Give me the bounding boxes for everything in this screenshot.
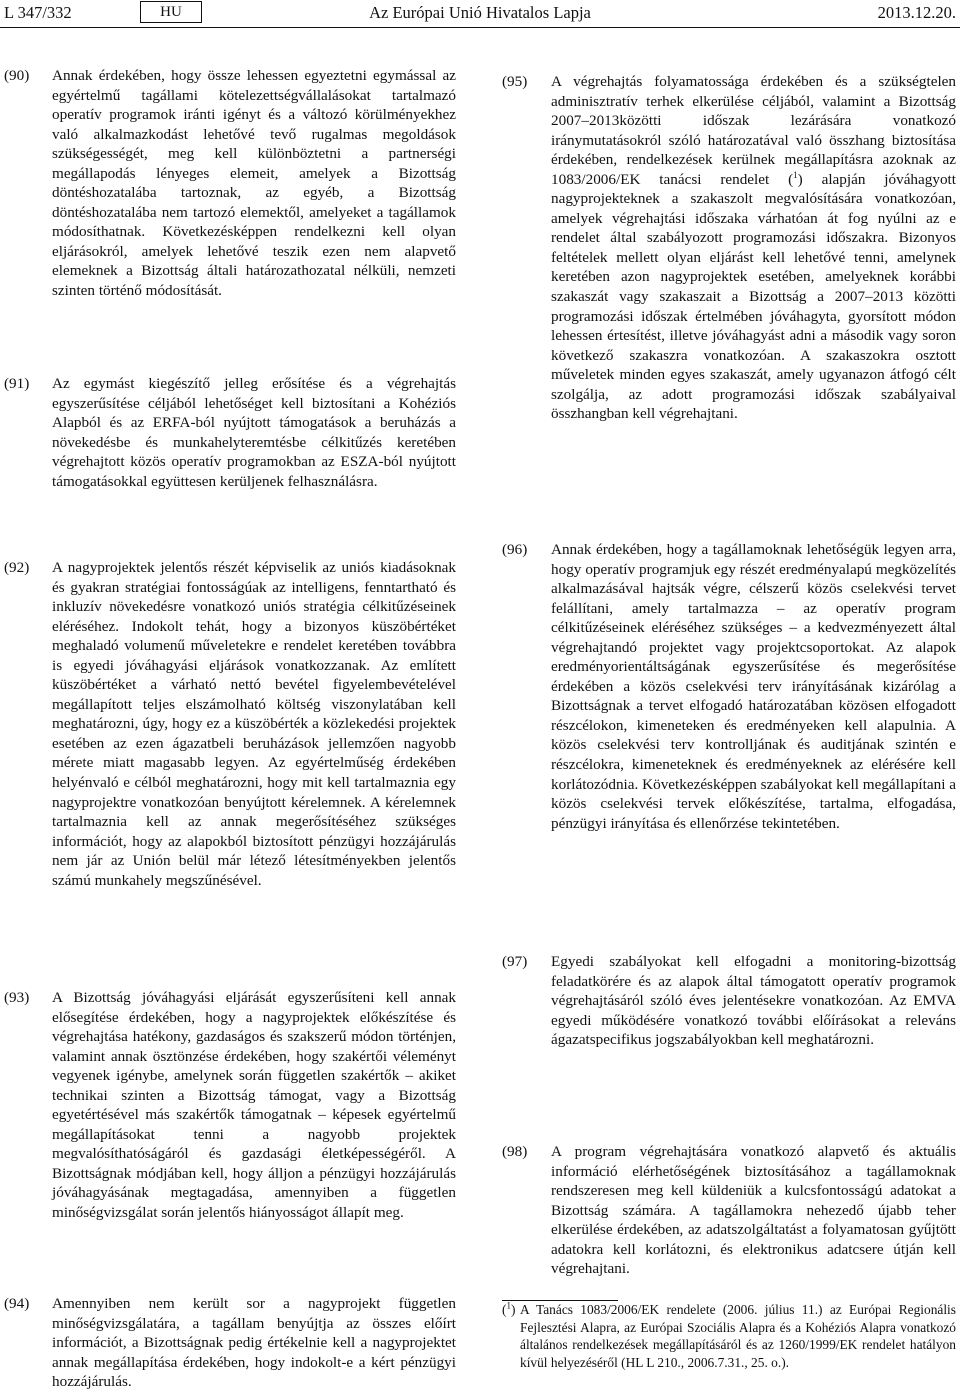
recital-text-96: Annak érdekében, hogy a tagállamoknak lehetőségük legyen arra, hogy operatív programjuk egy részét eredményalapú megközelítés alkalmazásával hajtsák végre, célszerű közös cselekvési tervet felállítani, amely tartalmazza – az operatív program célkitűzéseinek eléréséhez szükséges – a kedvezményezett által végrehajtandó projektet vagy projektcsoportokat. Az alapok eredményorientáltságának egyszerűsítése és megerősítése érdekében a közös cselekvési terv irányításának kizárólag a Bizottságnak a tervet elfogadó határozatában közösen elfogadott részcélokon, kimeneteken és eredményeken kell alapulnia. A közös cselekvési terv kontrolljának és auditjának szintén e részcélokra, kimeneteknek és eredményeknek az elérésére kell korlátozódnia. Következésképpen szabályokat kell megállapítani a közös cselekvési tervek előkészítése, tartalma, elfogadása, pénzügyi irányítása és ellenőrzése tekintetében. [551, 541, 956, 832]
recital-number-94: (94) [4, 1295, 30, 1312]
recital-number-96: (96) [502, 541, 528, 558]
recital-number-98: (98) [502, 1143, 528, 1160]
recital-text-90: Annak érdekében, hogy össze lehessen egyeztetni egymással az egyértelmű tagállami kötelezettségvállalásokat tartalmazó operatív programok iránti igényt és a változó körülményekhez való alkalmazkodást lehetővé tevő rugalmas megoldások szükségességét, meg kell különböztetni a partnerségi megállapodás lényeges elemeit, amelyek a Bizottság döntéshozatalába tartoznak, az egyéb, a Bizottság döntéshozatalába nem tartozó elemektől, amelyeket a tagállamok módosíthatnak. Következésképpen rendelkezni kell olyan eljárásokról, amelyek lehetővé teszik ezen nem alapvető elemeknek a Bizottság általi határozathozatal nélküli, nemzeti szinten történő módosítását. [52, 67, 456, 300]
journal-title: Az Európai Unió Hivatalos Lapja [369, 3, 591, 22]
recital-text-95 [551, 72, 956, 424]
recital-number-90: (90) [4, 67, 30, 84]
recital-number-92: (92) [4, 559, 30, 576]
recital-text-93: A Bizottság jóváhagyási eljárását egyszerűsíteni kell annak elősegítése érdekében, hogy a nagyprojektek előkészítése és végrehajtása hatékony, gazdaságos és szakszerű módon történjen, valamint annak ösztönzése érdekében, hogy szakértői véleményt vegyenek igénybe, amelynek során független szakértők – akiket technikai szinten a Bizottság támogat, vagy a Bizottság egyetértésével más szakértők támogatnak – képesek egyértelmű megállapításokat tenni a nagyobb projektek megvalósíthatóságáról és gazdasági életképességéről. A Bizottságnak módjában kell, hogy álljon a pénzügyi hozzájárulás jóváhagyásának megtagadása, amennyiben a független minőségvizsgálat során jelentős hiányosságot állapít meg. [52, 989, 456, 1222]
recital-text-94: Amennyiben nem került sor a nagyprojekt független minőségvizsgálatára, a tagállam benyújtja az összes előírt információt, a Bizottságnak pedig értékelnie kell a nagyprojektet annak megállapítása érdekében, hogy indokolt-e a kért pénzügyi hozzájárulás. [52, 1295, 456, 1391]
recital-number-95: (95) [502, 73, 528, 90]
footnote-marker: ($^1$) [502, 1300, 516, 1317]
header-rule [0, 27, 960, 28]
page-reference: L 347/332 [4, 3, 72, 22]
recital-text-98: A program végrehajtására vonatkozó alapvető és aktuális információ elérhetőségének biztosításához a tagállamoknak rendszeresen meg kell küldeniük a kulcsfontosságú adatokat a Bizottság számára. A tagállamokra nehezedő újabb teher elkerülése érdekében, az adatszolgáltatást a folyamatosan gyűjtött adatokra kell korlátozni, és elektronikus adatcsere útján kell végrehajtani. [551, 1143, 956, 1278]
recital-number-91: (91) [4, 375, 30, 392]
recital-95-part-1: A végrehajtás folyamatossága érdekében és a szükségtelen adminisztratív terhek elkerülése céljából, valamint a Bizottság 2007–2013közötti időszak lezárására vonatkozó iránymutatásokról szóló határozatával való összhang biztosítása érdekében, rendelkezések kerülnek megállapításra azoknak az 1083/2006/EK tanácsi rendelet ( [551, 73, 956, 188]
language-badge: HU [140, 1, 202, 23]
recital-text-92: A nagyprojektek jelentős részét képviselik az uniós kiadásoknak és gyakran stratégiai fontosságúak az intelligens, fenntartható és inkluzív növekedésre vonatkozó uniós stratégia célkitűzéseinek eléréséhez. Indokolt tehát, hogy a bizonyos küszöbértéket meghaladó volumenű műveletekre e rendelet keretében továbbra is egyedi jóváhagyási eljárások vonatkozzanak. Az említett küszöbértéket a várható nettó bevétel figyelembevételével megállapított teljes elszámolható költség viszonylatában kell meghatározni, úgy, hogy ez a küszöbérték a közlekedési projektek esetében az ezen ágazatbeli beruházások jellemzően nagyobb mérete miatt magasabb legyen. Az egyértelműség érdekében helyénvaló e célból meghatározni, hogy mit kell tartalmaznia egy nagyprojektre vonatkozóan benyújtott kérelemnek. A kérelemnek tartalmaznia kell az annak megerősítéséhez szükséges információt, hogy az alapokból biztosított pénzügyi hozzájárulás nem jár az Unión belül már létező létesítményekben jelentős számú munkahely megszűnésével. [52, 559, 456, 889]
recital-95-part-2: ) alapján jóváhagyott nagyprojekteknek a szakaszolt megvalósítására vonatkozóan, amelyek végrehajtási időszaka várhatóan át fog nyúlni az e rendelet által szabályozott programozási időszakra. Bizonyos feltételek mellett olyan eljárást kell lehetővé tenni, amelynek keretében azon nagyprojektek esetében, amelyeknek korábbi szakaszát vagy szakaszait a Bizottság a 2007–2013 közötti programozási időszak értelmében jóváhagyta, gyorsított módon lehessen értesítést, illetve jóváhagyást adni a második vagy soron következő szakaszra vonatkozóan. A szakaszokra osztott műveletek minden egyes szakaszát, amely ugyanazon átfogó célt szolgálja, az adott programozási időszak szabályaival összhangban kell végrehajtani. [551, 170, 956, 423]
footnote-text: A Tanács 1083/2006/EK rendelete (2006. július 11.) az Európai Regionális Fejlesztési Alapra, az Európai Szociális Alapra és a Kohéziós Alapra vonatkozó általános rendelkezések megállapításáról és az 1260/1999/EK rendelet hatályon kívül helyezéséről (HL L 210., 2006.7.31., 25. o.). [520, 1302, 956, 1370]
recital-text-91: Az egymást kiegészítő jelleg erősítése és a végrehajtás egyszerűsítése céljából lehetőséget kell biztosítani a Kohéziós Alapból és az ERFA-ból nyújtott támogatások a beruházás a növekedésbe és munkahelyteremtésbe célkitűzés keretében végrehajtott közös operatív programokban az ESZA-ból nyújtott támogatásokkal együttesen kerüljenek felhasználásra. [52, 375, 456, 490]
recital-number-97: (97) [502, 953, 528, 970]
page-header [0, 0, 960, 28]
publication-date: 2013.12.20. [877, 3, 956, 22]
recital-text-97: Egyedi szabályokat kell elfogadni a monitoring-bizottság feladatkörére és az alapok által támogatott operatív programok végrehajtásáról szóló éves jelentésekre vonatkozóan. Az EMVA egyedi működésére vonatkozó további előírásokat a releváns ágazatspecifikus jogszabályokban kell meghatározni. [551, 953, 956, 1049]
recital-number-93: (93) [4, 989, 30, 1006]
footnote-reference: 1 [793, 169, 798, 180]
